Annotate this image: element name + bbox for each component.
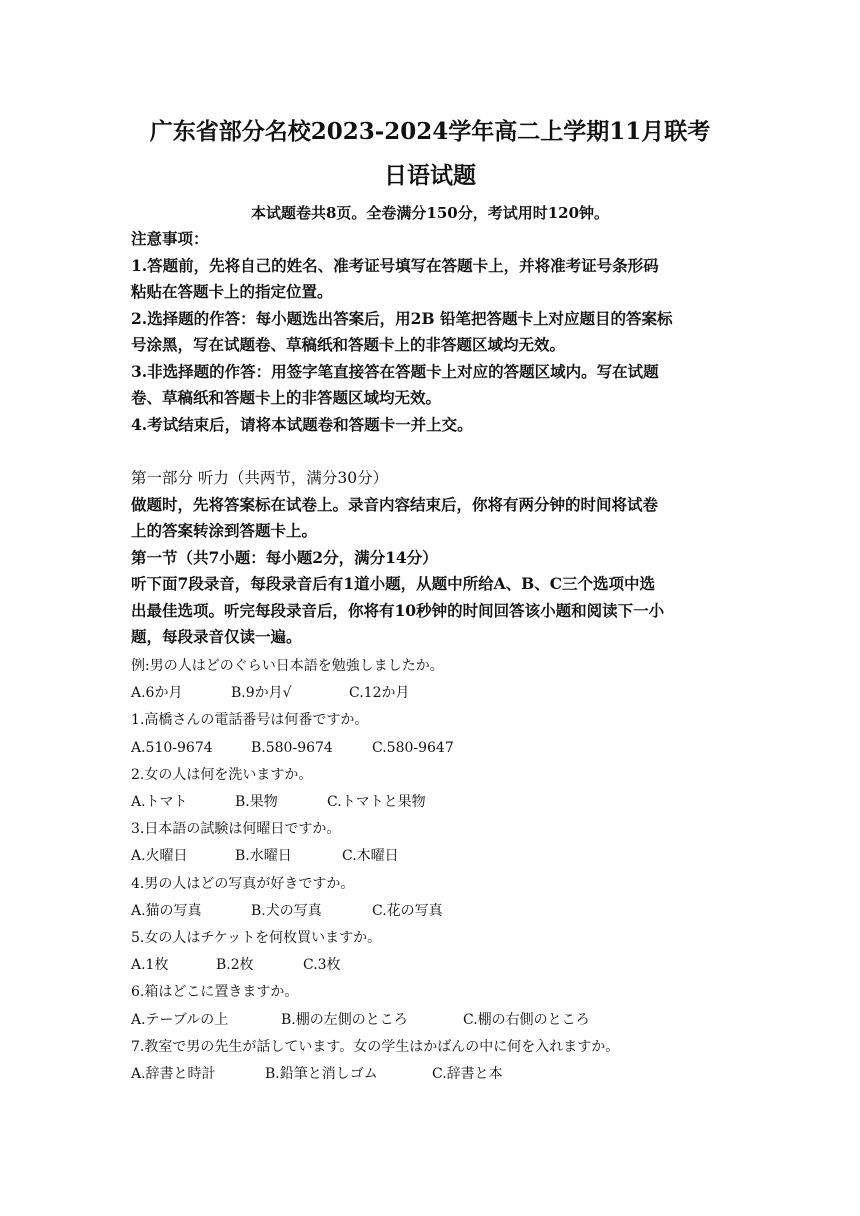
option-b: B.果物: [235, 794, 278, 811]
option-b: B.棚の左側のところ: [281, 1011, 408, 1028]
option-a: A.トマト: [131, 794, 188, 811]
option-c: C.棚の右側のところ: [463, 1011, 590, 1028]
note-line: 3.非选择题的作答：用签字笔直接答在答题卡上对应的答题区域内。写在试题: [131, 361, 659, 381]
question-6: 6.箱はどこに置きますか。: [131, 984, 299, 1001]
section1-heading: 第一节（共7小题：每小题2分，满分14分）: [131, 547, 438, 567]
question-7: 7.教室で男の先生が話しています。女の学生はかばんの中に何を入れますか。: [131, 1038, 620, 1055]
option-a: A.辞書と時計: [131, 1066, 216, 1083]
note-line: 卷、草稿纸和答题卡上的非答题区域均无效。: [131, 388, 442, 407]
question-2: 2.女の人は何を洗いますか。: [131, 766, 313, 783]
question-3: 3.日本語の試験は何曜日ですか。: [131, 821, 341, 838]
option-a: A.火曜日: [131, 848, 188, 865]
note-line: 号涂黑，写在试题卷、草稿纸和答题卡上的非答题区域均无效。: [131, 335, 566, 354]
notes-section: [131, 226, 741, 438]
option-c: C.3枚: [303, 957, 341, 974]
options-7: [131, 1061, 741, 1088]
note-line: 2.选择题的作答：每小题选出答案后，用2B 铅笔把答题卡上对应题目的答案标: [131, 308, 673, 328]
options-example: [131, 680, 741, 707]
part1-instruction-line: 上的答案转涂到答题卡上。: [131, 521, 318, 540]
question-example: 例:男の人はどのぐらい日本語を勉強しましたか。: [131, 658, 444, 674]
questions-list: [131, 653, 741, 1088]
question-4: 4.男の人はどの写真が好きですか。: [131, 875, 355, 892]
option-c: C.580-9647: [372, 739, 454, 756]
option-b: B.580-9674: [251, 739, 333, 756]
notes-heading: 注意事项：: [131, 229, 209, 248]
option-a: A.1枚: [131, 957, 169, 974]
option-c: C.12か月: [349, 685, 410, 702]
option-b: B.犬の写真: [251, 902, 322, 919]
exam-subject: 日语试题: [384, 162, 476, 189]
option-a: A.6か月: [131, 685, 183, 702]
note-line: 粘贴在答题卡上的指定位置。: [131, 282, 333, 301]
question-1: 1.高橋さんの電話番号は何番ですか。: [131, 712, 369, 729]
note-line: 1.答题前，先将自己的姓名、准考证号填写在答题卡上，并将准考证号条形码: [131, 255, 659, 275]
exam-title: 广东省部分名校2023-2024学年高二上学期11月联考: [149, 118, 711, 145]
option-a: A.テーブルの上: [131, 1011, 229, 1028]
option-a: A.猫の写真: [131, 902, 202, 919]
options-4: [131, 898, 741, 925]
note-line: 4.考试结束后，请将本试题卷和答题卡一并上交。: [131, 414, 473, 434]
option-b: B.鉛筆と消しゴム: [265, 1066, 378, 1083]
option-c: C.花の写真: [372, 902, 443, 919]
question-5: 5.女の人はチケットを何枚買いますか。: [131, 930, 382, 947]
part1-section: [131, 465, 741, 651]
option-c: C.トマトと果物: [327, 794, 426, 811]
section1-instruction-line: 出最佳选项。听完每段录音后，你将有10秒钟的时间回答该小题和阅读下一小: [131, 600, 665, 620]
option-c: C.辞書と本: [432, 1066, 503, 1083]
part1-instruction-line: 做题时，先将答案标在试卷上。录音内容结束后，你将有两分钟的时间将试卷: [131, 494, 659, 514]
options-2: [131, 789, 741, 816]
options-5: [131, 952, 741, 979]
options-6: [131, 1007, 741, 1034]
section1-instruction-line: 听下面7段录音，每段录音后有1道小题，从题中所给A、B、C三个选项中选: [131, 574, 656, 593]
part1-heading: 第一部分 听力（共两节，满分30分）: [131, 469, 389, 487]
options-3: [131, 843, 741, 870]
exam-subtitle: 本试题卷共8页。全卷满分150分，考试用时120钟。: [250, 204, 610, 222]
option-c: C.木曜日: [342, 848, 399, 865]
options-1: [131, 735, 741, 762]
option-a: A.510-9674: [131, 739, 213, 756]
section1-instruction-line: 题，每段录音仅读一遍。: [131, 627, 302, 646]
option-b: B.水曜日: [235, 848, 292, 865]
option-b: B.9か月√: [231, 685, 292, 702]
option-b: B.2枚: [216, 957, 254, 974]
